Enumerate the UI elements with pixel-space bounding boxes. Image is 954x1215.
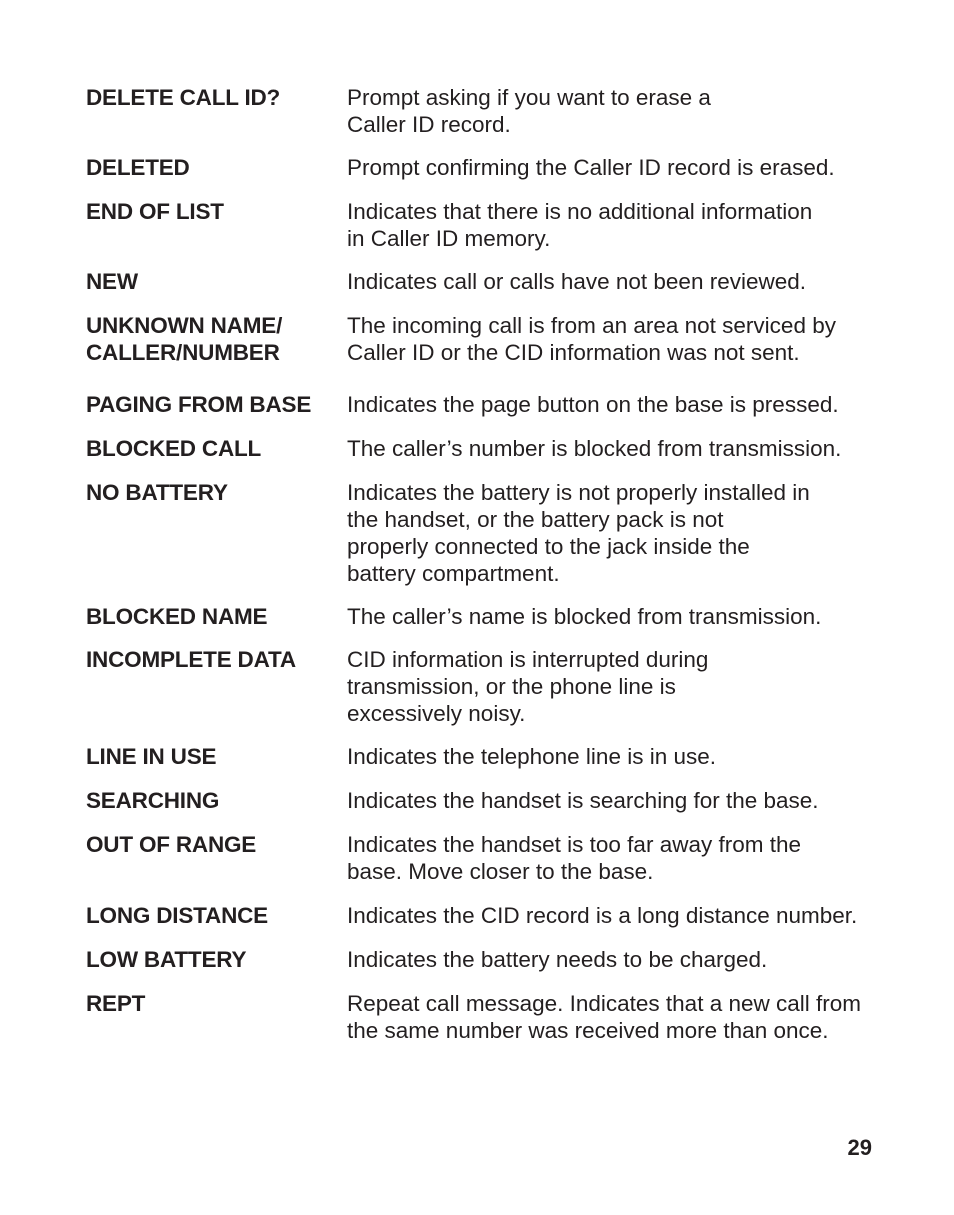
definition-line: properly connected to the jack inside the [347,534,750,559]
glossary-entry-no-battery [86,479,876,587]
glossary-term [86,479,347,506]
glossary-entry-line-in-use [86,743,876,770]
term-line: NO BATTERY [86,480,228,505]
definition-line: Indicates the telephone line is in use. [347,744,716,769]
definition-line: The caller’s number is blocked from transmission. [347,436,842,461]
definition-line: in Caller ID memory. [347,226,551,251]
glossary-term [86,154,347,181]
glossary-definition [347,84,876,138]
glossary-definition [347,787,876,814]
glossary-entry-new [86,268,876,295]
glossary-entry-blocked-name [86,603,876,630]
glossary-term [86,603,347,630]
glossary-entry-low-battery [86,946,876,973]
term-line: LOW BATTERY [86,947,247,972]
glossary-definition [347,312,876,366]
term-line: REPT [86,991,146,1016]
glossary-entry-blocked-call [86,435,876,462]
term-line: SEARCHING [86,788,220,813]
glossary-term [86,787,347,814]
definition-line: Repeat call message. Indicates that a new call from [347,991,862,1016]
term-line: INCOMPLETE DATA [86,647,296,672]
glossary-entry-unknown-name [86,312,876,366]
glossary-term [86,743,347,770]
glossary-entry-searching [86,787,876,814]
glossary-entry-out-of-range [86,831,876,885]
page-number: 29 [847,1135,872,1160]
definition-line: Indicates the battery needs to be charged. [347,947,768,972]
glossary-definition [347,435,876,462]
definition-line: Indicates the page button on the base is pressed. [347,392,839,417]
term-line: OUT OF RANGE [86,832,257,857]
glossary-entry-paging-from-base [86,391,876,418]
definition-line: Indicates that there is no additional information [347,199,813,224]
definition-line: the same number was received more than once. [347,1018,829,1043]
definition-line: Indicates call or calls have not been reviewed. [347,269,807,294]
glossary-definition [347,990,876,1044]
glossary-entry-incomplete-data [86,646,876,727]
glossary-term [86,902,347,929]
definition-line: Indicates the handset is too far away from the [347,832,801,857]
definition-line: battery compartment. [347,561,560,586]
term-line: END OF LIST [86,199,224,224]
glossary-term [86,312,347,366]
definition-line: Caller ID record. [347,112,511,137]
definition-line: Caller ID or the CID information was not sent. [347,340,800,365]
definition-line: Indicates the CID record is a long distance number. [347,903,858,928]
glossary-list [86,84,876,1044]
definition-line: the handset, or the battery pack is not [347,507,724,532]
definition-line: The incoming call is from an area not serviced by [347,313,836,338]
term-line: BLOCKED NAME [86,604,268,629]
glossary-term [86,198,347,225]
definition-line: excessively noisy. [347,701,526,726]
glossary-term [86,84,347,111]
definition-line: transmission, or the phone line is [347,674,676,699]
glossary-entry-end-of-list [86,198,876,252]
glossary-entry-delete-call-id [86,84,876,138]
glossary-definition [347,391,876,418]
glossary-definition [347,902,876,929]
definition-line: base. Move closer to the base. [347,859,654,884]
glossary-definition [347,479,876,587]
term-line: LINE IN USE [86,744,217,769]
glossary-definition [347,743,876,770]
glossary-term [86,268,347,295]
definition-line: Indicates the battery is not properly installed in [347,480,810,505]
glossary-term [86,831,347,858]
term-line: LONG DISTANCE [86,903,268,928]
glossary-definition [347,154,876,181]
glossary-definition [347,831,876,885]
glossary-definition [347,646,876,727]
definition-line: Prompt confirming the Caller ID record is erased. [347,155,835,180]
glossary-term [86,646,347,673]
definition-line: Indicates the handset is searching for the base. [347,788,819,813]
glossary-definition [347,268,876,295]
glossary-definition [347,198,876,252]
glossary-entry-long-distance [86,902,876,929]
definition-line: CID information is interrupted during [347,647,709,672]
term-line: NEW [86,269,138,294]
term-line: DELETE CALL ID? [86,85,281,110]
glossary-entry-deleted [86,154,876,181]
glossary-term [86,435,347,462]
term-line: DELETED [86,155,190,180]
glossary-term [86,990,347,1017]
definition-line: The caller’s name is blocked from transmission. [347,604,822,629]
term-line: BLOCKED CALL [86,436,262,461]
glossary-entry-rept [86,990,876,1044]
glossary-term [86,391,347,418]
term-line: PAGING FROM BASE [86,392,312,417]
glossary-term [86,946,347,973]
definition-line: Prompt asking if you want to erase a [347,85,711,110]
glossary-definition [347,603,876,630]
term-line: UNKNOWN NAME/ [86,313,283,338]
glossary-definition [347,946,876,973]
term-line: CALLER/NUMBER [86,340,280,365]
